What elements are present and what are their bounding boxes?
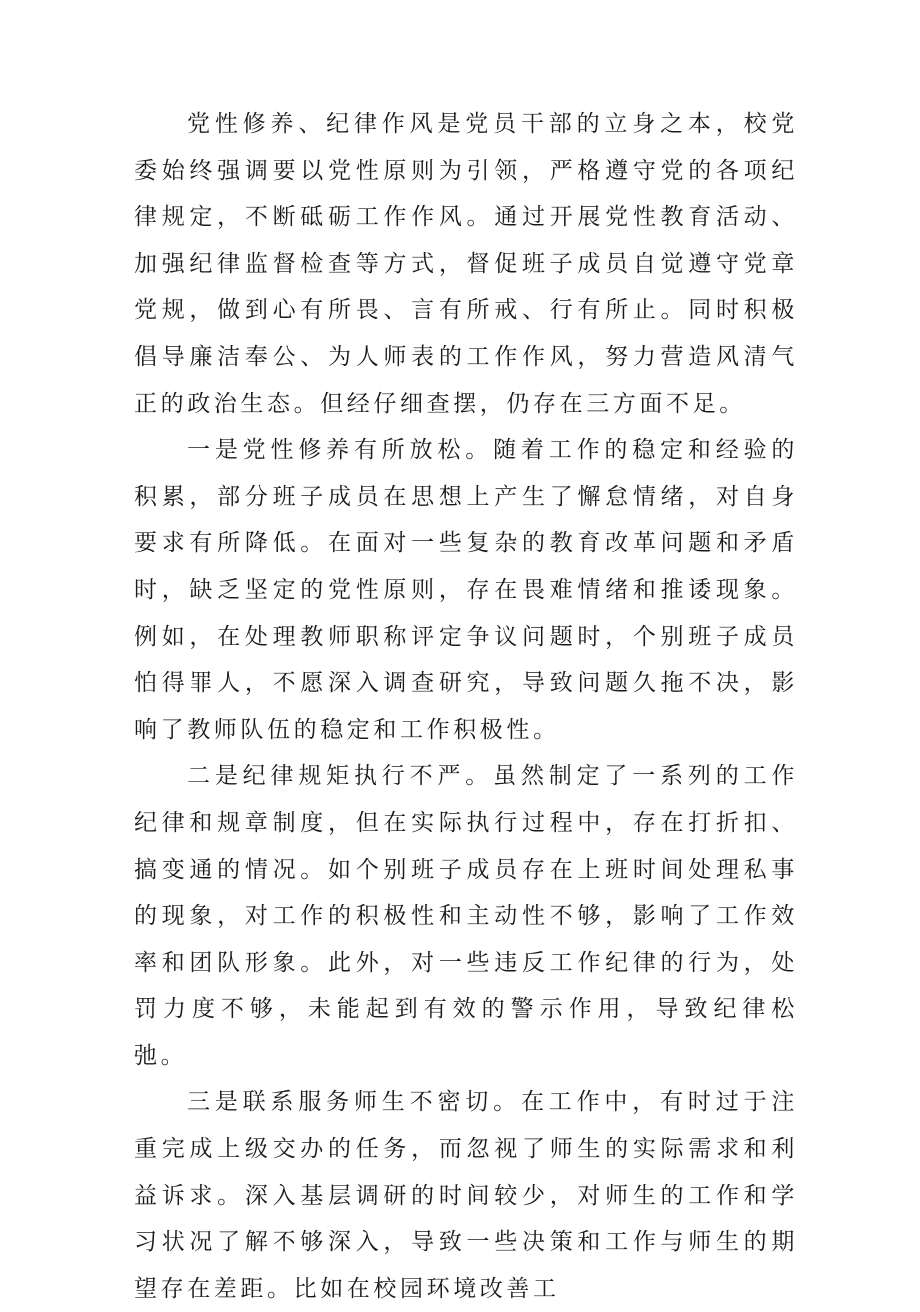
- paragraph-point-three: 三是联系服务师生不密切。在工作中，有时过于注重完成上级交办的任务，而忽视了师生的实际需求和利益诉求。深入基层调研的时间较少，对师生的工作和学习状况了解不够深入，导致一些决策和工作与师生的期望存在差距。比如在校园环境改善工: [134, 1089, 798, 1302]
- paragraph-intro: 党性修养、纪律作风是党员干部的立身之本，校党委始终强调要以党性原则为引领，严格遵守党的各项纪律规定，不断砥砺工作作风。通过开展党性教育活动、加强纪律监督检查等方式，督促班子成员自觉遵守党章党规，做到心有所畏、言有所戒、行有所止。同时积极倡导廉洁奉公、为人师表的工作作风，努力营造风清气正的政治生态。但经仔细查摆，仍存在三方面不足。: [134, 111, 798, 417]
- paragraph-point-two: 二是纪律规矩执行不严。虽然制定了一系列的工作纪律和规章制度，但在实际执行过程中，存在打折扣、搞变通的情况。如个别班子成员存在上班时间处理私事的现象，对工作的积极性和主动性不够，影响了工作效率和团队形象。此外，对一些违反工作纪律的行为，处罚力度不够，未能起到有效的警示作用，导致纪律松弛。: [134, 763, 798, 1069]
- document-body: [134, 101, 798, 1312]
- paragraph-point-one: 一是党性修养有所放松。随着工作的稳定和经验的积累，部分班子成员在思想上产生了懈怠情绪，对自身要求有所降低。在面对一些复杂的教育改革问题和矛盾时，缺乏坚定的党性原则，存在畏难情绪和推诿现象。例如，在处理教师职称评定争议问题时，个别班子成员怕得罪人，不愿深入调查研究，导致问题久拖不决，影响了教师队伍的稳定和工作积极性。: [134, 437, 798, 743]
